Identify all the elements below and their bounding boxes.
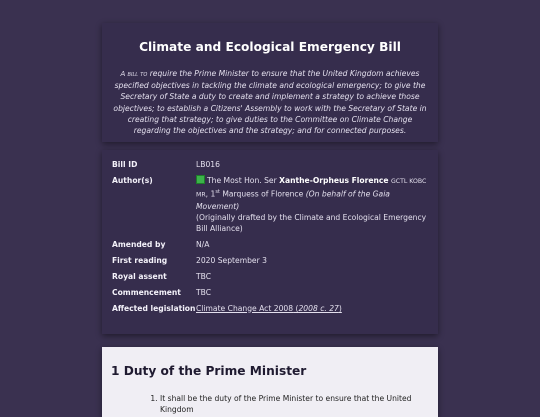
row-amended-by <box>112 239 438 250</box>
bill-description-text: require the Prime Minister to ensure that the United Kingdom achieves specified objectives in tackling the climate and ecological emergency; to give the Secretary of State a duty to create and implement a strategy to achieve those objectives; to establish a Citizens' Assembly to work with the Secretary of State in creating that strategy; to give duties to the Committee on Climate Change regarding the objectives and the strategy; and for connected purposes. <box>113 69 427 136</box>
commencement-value: TBC <box>196 287 212 297</box>
bill-header-card <box>102 23 438 142</box>
commencement-label: Commencement <box>112 287 181 297</box>
author-title: Marquess of Florence <box>222 189 304 199</box>
amended-by-value: N/A <box>196 240 210 250</box>
author-postnominals: GCTL KOBC MR <box>196 177 427 199</box>
royal-assent-value: TBC <box>196 271 212 281</box>
bill-description <box>111 68 429 136</box>
first-reading-value: 2020 September 3 <box>196 256 267 266</box>
bill-id-label: Bill ID <box>112 160 138 169</box>
author-prefix: The Most Hon. Ser <box>207 175 277 185</box>
affected-legislation-value <box>196 303 428 314</box>
clause-item: 1. It shall be the duty of the Prime Minister to ensure that the United Kingdom <box>160 393 429 415</box>
affected-legislation-label: Affected legislation <box>112 303 196 313</box>
author-name: Xanthe-Orpheus Florence <box>279 175 389 185</box>
row-affected-legislation <box>112 303 438 314</box>
author-behalf: (On behalf of the Gaia Movement) <box>196 189 390 211</box>
row-commencement <box>112 287 438 298</box>
bill-content-card <box>102 347 438 417</box>
first-reading-label: First reading <box>112 256 168 266</box>
bill-id-value: LB016 <box>196 160 220 169</box>
row-first-reading <box>112 255 438 266</box>
authors-label: Author(s) <box>112 175 153 185</box>
section-clause-list <box>120 393 429 415</box>
row-bill-id <box>112 159 438 170</box>
amended-by-label: Amended by <box>112 240 166 250</box>
authors-value: The Most Hon. Ser Xanthe-Orpheus Florence GCTL KOBC MR, 1st Marquess of Florence (On behalf of the Gaia Movement) (Originally drafted by the Climate and Ecological Emergency Bill Alliance) <box>196 175 427 234</box>
author-ordinal: 1 <box>210 189 216 199</box>
affected-legislation-citation[interactable]: 2008 c. 27 <box>298 303 339 313</box>
party-color-icon <box>196 175 205 184</box>
author-note: (Originally drafted by the Climate and Ecological Emergency Bill Alliance) <box>196 213 427 234</box>
row-royal-assent <box>112 271 438 282</box>
row-authors <box>112 175 438 235</box>
bill-description-prefix: A bill to <box>120 70 148 78</box>
bill-info-table <box>102 150 438 334</box>
affected-legislation-link-text[interactable]: Climate Change Act 2008 <box>196 303 294 313</box>
section-heading: 1 Duty of the Prime Minister <box>111 364 307 378</box>
author-ordinal-suffix: st <box>215 189 220 196</box>
bill-title: Climate and Ecological Emergency Bill <box>139 40 401 54</box>
royal-assent-label: Royal assent <box>112 271 167 281</box>
affected-legislation-link[interactable]: Climate Change Act 2008 (2008 c. 27) <box>196 303 342 313</box>
